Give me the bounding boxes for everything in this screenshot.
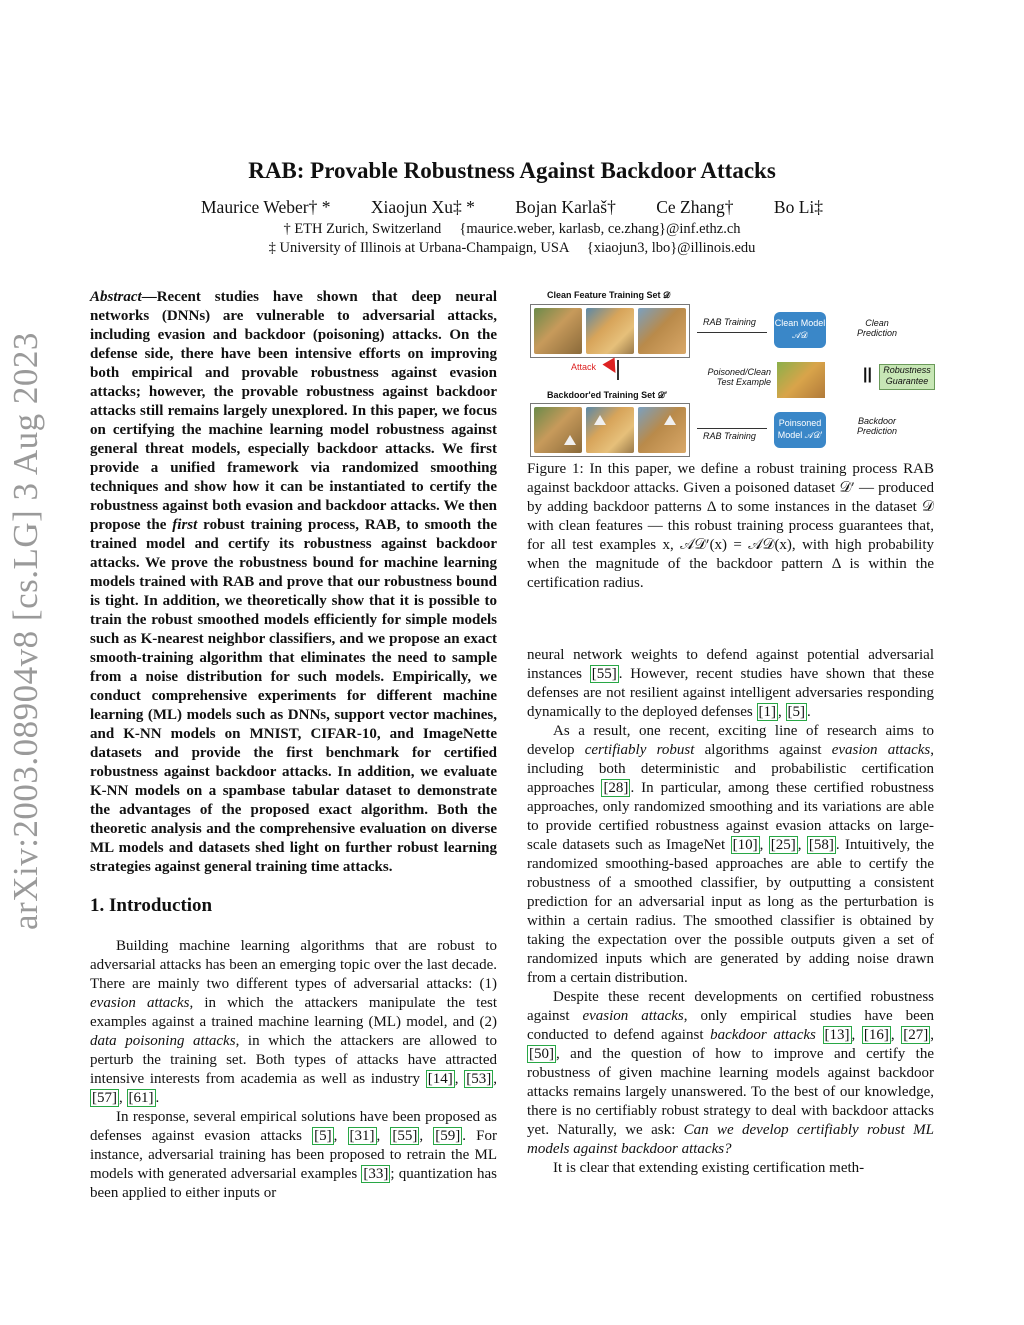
citation-link[interactable]: [53] <box>466 1071 492 1087</box>
text: algorithms against <box>694 742 832 758</box>
text-italic: backdoor attacks <box>710 1027 816 1043</box>
citation-link[interactable]: [61] <box>128 1090 154 1106</box>
author-name: Maurice Weber† * <box>201 197 331 217</box>
affiliation-eth: † ETH Zurich, Switzerland {maurice.weber, karlasb, ce.zhang}@inf.ethz.ch <box>283 221 741 237</box>
backdoor-image-row <box>530 403 690 457</box>
dog-image <box>534 407 582 453</box>
citation-link[interactable]: [28] <box>603 780 629 796</box>
abstract-text: robust training process, RAB, to smooth the trained model and certify its robustness against backdoor attacks. We prove the robustness bound for machine learning models trained with RAB and prove that our robustness bound is tight. In addition, we theoretically show that it is possible to train the robust smoothed models efficiently for simple models such as K-nearest neighbor classifiers, and we propose an exact smooth-training algorithm that eliminates the need to sample from a noise distribution for such models. Empirically, we conduct comprehensive experiments for different machine learning (ML) models such as DNNs, support vector machines, and K-NN models on MNIST, CIFAR-10, and ImageNette datasets and provide the first benchmark for certified robustness against backdoor attacks. In addition, we evaluate K-NN models on a spambase tabular dataset to demonstrate the advantages of the proposed exact algorithm. Both the theoretic analysis and the comprehensive evaluation on diverse ML models and datasets shed light on further robust learning strategies against general training time attacks. <box>90 517 497 875</box>
abstract-text: —Recent studies have shown that deep neural networks (DNNs) are vulnerable to adversarial attacks, including evasion and backdoor (poisoning) attacks. On the defense side, there have been intensive efforts on improving both empirical and provable robustness against evasion attacks; however, the provable robustness against backdoor attacks still remains largely unexplored. In this paper, we focus on certifying the machine learning model robustness against general threat models, especially backdoor attacks. We first provide a unified framework via randomized smoothing techniques and show how it can be instantiated to certify the robustness against both evasion and backdoor attacks. We then propose the <box>90 289 497 533</box>
figure-1 <box>527 290 937 455</box>
rab-training-label: RAB Training <box>703 317 756 327</box>
paper-title: RAB: Provable Robustness Against Backdoor Attacks <box>248 158 776 183</box>
citation-link[interactable]: [25] <box>770 837 796 853</box>
citation-link[interactable]: [5] <box>787 704 806 720</box>
arxiv-side-label: arXiv:2003.08904v8 [cs.LG] 3 Aug 2023 <box>6 332 45 930</box>
text-italic: Can we develop certifiably robust ML models against backdoor attacks? <box>527 1122 934 1157</box>
citation-link[interactable]: [50] <box>529 1046 554 1062</box>
clean-set-label: Clean Feature Training Set 𝒟 <box>547 290 671 300</box>
text: , in which the attackers are allowed to perturb the training set. Both types of attacks have attracted intensive interests from academia as well as industry <box>90 1033 497 1087</box>
citation-link[interactable]: [33] <box>363 1166 389 1182</box>
clean-model-box: Clean Model 𝒜𝒟 <box>774 312 826 348</box>
left-column <box>90 288 497 1203</box>
text: . For instance, adversarial training has been proposed to retrain the ML models with generated adversarial examples <box>90 1128 498 1182</box>
right-column <box>527 646 934 1178</box>
section-heading: 1. Introduction <box>90 895 213 916</box>
author-name: Xiaojun Xu‡ * <box>370 197 475 217</box>
text: ; quantization has been applied to either inputs or <box>90 1166 497 1201</box>
arrow-line <box>697 428 767 429</box>
text: As a result, one recent, exciting line of research aims to develop <box>527 723 934 758</box>
equality-mark: || <box>863 366 872 383</box>
text-italic: certifiably robust <box>584 742 695 758</box>
dog-image <box>638 407 686 453</box>
author-name: Bojan Karlaš† <box>515 197 616 217</box>
citation-link[interactable]: [16] <box>863 1027 889 1043</box>
text-italic: evasion attacks <box>90 995 190 1011</box>
citation-link[interactable]: [1] <box>758 704 777 720</box>
citation-link[interactable]: [10] <box>732 837 758 853</box>
backdoor-prediction-label: Backdoor Prediction <box>856 416 898 436</box>
author-list <box>0 197 1024 218</box>
trigger-icon <box>664 415 676 425</box>
abstract <box>90 288 497 877</box>
dog-image <box>586 308 634 354</box>
affiliation-uiuc: ‡ University of Illinois at Urbana-Champaign, USA {xiaojun3, lbo}@illinois.edu <box>268 240 756 256</box>
text-italic: data poisoning attacks <box>90 1033 236 1049</box>
backdoor-set-label: Backdoor'ed Training Set 𝒟′ <box>547 390 668 400</box>
text: Building machine learning algorithms that are robust to adversarial attacks has been an emerging topic over the last decade. There are mainly two different types of adversarial attacks: (1) <box>90 938 497 992</box>
test-example-label: Poisoned/Clean Test Example <box>707 367 771 387</box>
text: . Intuitively, the randomized smoothing-based approaches are able to certify the robustness of a smoothed classifier, by outputting a consistent prediction for an adversarial input as long as the perturbation is within a certain radius. The smoothed classifier is obtained by taking the expectation over the possible outputs given a set of randomized inputs which are generated by adding noise drawn from a certain distribution. <box>527 837 935 986</box>
text: , including both deterministic and probabilistic certification approaches <box>527 742 935 796</box>
body-paragraph: As a result, one recent, exciting line of research aims to develop certifiably robust algorithms against evasion attacks, including both deterministic and probabilistic certification approaches [28] . In particular, among these certified robustness approaches, only randomized smoothing and its variations are able to provide certified robustness against evasion attacks on large-scale datasets such as ImageNet [10] , [25] , [58] . Intuitively, the randomized smoothing-based approaches are able to certify the robustness of a smoothed classifier, by outputting a consistent prediction for an adversarial input as long as the perturbation is within a certain radius. The smoothed classifier is obtained by taking the expectation over the possible outputs given a set of randomized inputs which are generated by adding noise drawn from a certain distribution. <box>527 723 935 986</box>
citation-link[interactable]: [58] <box>808 837 834 853</box>
figure-caption: Figure 1: In this paper, we define a robust training process RAB against backdoor attacks. Given a poisoned dataset 𝒟′ — produced by adding backdoor patterns Δ to some instances in the dataset 𝒟 with clean features — this robust training process guarantees that, for all test examples x, 𝒜𝒟′(x) = 𝒜𝒟(x), with high probability when the magnitude of the backdoor pattern Δ is within the certification radius. <box>527 461 934 591</box>
body-paragraph: Despite these recent developments on certified robustness against evasion attacks, only empirical studies have been conducted to defend against backdoor attacks [13] , [16] , [27] , [50] , and the question of how to improve and certify the robustness of given machine learning models against backdoor attacks remains largely unanswered. To the best of our knowledge, there is no certifiably robust strategy to deal with backdoor attacks yet. Naturally, we ask: Can we develop certifiably robust ML models against backdoor attacks? <box>527 989 934 1157</box>
clean-image-row <box>530 304 690 358</box>
citation-link[interactable]: [55] <box>392 1128 418 1144</box>
abstract-emphasis: first <box>172 517 198 533</box>
author-name: Bo Li‡ <box>773 197 823 217</box>
trigger-icon <box>594 415 606 425</box>
text: , in which the attackers manipulate the test examples against a trained machine learning (ML) model, and (2) <box>90 995 498 1030</box>
down-arrow-icon <box>617 360 619 380</box>
abstract-label: Abstract <box>90 289 142 305</box>
text: , only empirical studies have been conducted to defend against <box>527 1008 934 1043</box>
citation-link[interactable]: [59] <box>435 1128 461 1144</box>
body-paragraph: neural network weights to defend against potential adversarial instances [55] . However, recent studies have shown that these defenses are not resilient against intelligent adversaries responding dynamically to the deployed defenses [1] , [5] . <box>527 647 935 720</box>
body-paragraph: It is clear that extending existing certification meth- <box>553 1160 865 1176</box>
citation-link[interactable]: [5] <box>314 1128 332 1144</box>
citation-link[interactable]: [13] <box>824 1027 850 1043</box>
citation-link[interactable]: [31] <box>349 1128 375 1144</box>
citation-link[interactable]: [14] <box>427 1071 453 1087</box>
intro-paragraph: In response, several empirical solutions have been proposed as defenses against evasion attacks [5] , [31] , [55] , [59] . For instance, adversarial training has been proposed to retrain the ML models with generated adversarial examples [33] ; quantization has been applied to either inputs or <box>90 1109 498 1201</box>
text-italic: evasion attacks <box>831 742 931 758</box>
arrow-line <box>697 332 767 333</box>
trigger-icon <box>564 435 576 445</box>
text: In response, several empirical solutions have been proposed as defenses against evasion attacks <box>90 1109 497 1144</box>
text-italic: evasion attacks <box>582 1008 684 1024</box>
intro-paragraph: Building machine learning algorithms that are robust to adversarial attacks has been an emerging topic over the last decade. There are mainly two different types of adversarial attacks: (1) evasion attacks, in which the attackers manipulate the test examples against a trained machine learning (ML) model, and (2) data poisoning attacks, in which the attackers are allowed to perturb the training set. Both types of attacks have attracted intensive interests from academia as well as industry [14] , [53] , [57] , [61] . <box>90 938 498 1106</box>
robustness-guarantee-box: Robustness Guarantee <box>879 364 935 390</box>
text: . However, recent studies have shown that these defenses are not resilient against intelligent adversaries responding dynamically to the deployed defenses <box>527 666 935 720</box>
citation-link[interactable]: [27] <box>903 1027 929 1043</box>
rab-training-label: RAB Training <box>703 431 756 441</box>
citation-link[interactable]: [55] <box>591 666 617 682</box>
author-name: Ce Zhang† <box>656 197 734 217</box>
text: , and the question of how to improve and certify the robustness of given machine learning models against backdoor attacks remains largely unanswered. To the best of our knowledge, there is no certifiably robust strategy to deal with backdoor attacks yet. Naturally, we ask: <box>527 1046 934 1138</box>
attack-label: Attack <box>571 362 597 372</box>
text: . In particular, among these certified robustness approaches, only randomized smoothing and its variations are able to provide certified robustness against evasion attacks on large-scale datasets such as ImageNet <box>527 780 935 853</box>
test-example-image <box>777 362 825 398</box>
dog-image <box>586 407 634 453</box>
dog-image <box>534 308 582 354</box>
clean-prediction-label: Clean Prediction <box>856 318 898 338</box>
citation-link[interactable]: [57] <box>92 1090 117 1106</box>
text: Despite these recent developments on certified robustness against <box>527 989 934 1024</box>
text: neural network weights to defend against potential adversarial instances <box>527 647 934 682</box>
dog-image <box>638 308 686 354</box>
poisoned-model-box: Poinsoned Model 𝒜𝒟′ <box>774 412 826 448</box>
